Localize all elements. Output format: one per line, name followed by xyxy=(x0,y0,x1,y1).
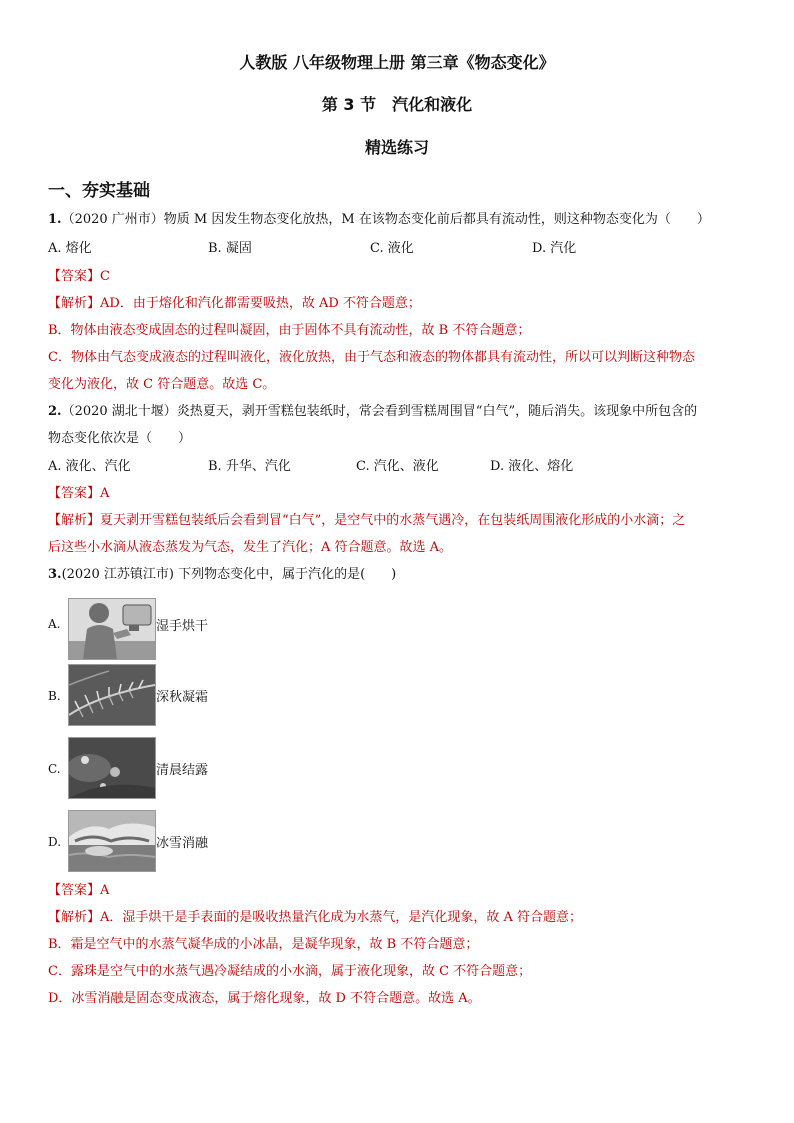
q2-option-a: A. 液化、汽化 xyxy=(48,459,131,474)
analysis-text: 夏天剥开雪糕包装纸后会看到冒“白气”，是空气中的水蒸气遇冷，在包装纸周围液化形成的小水滴；之 xyxy=(100,513,686,528)
question-2-cont: 物态变化依次是（ ） xyxy=(48,431,192,446)
q1-option-a: A. 熔化 xyxy=(48,241,92,256)
q1-analysis-line-1 xyxy=(48,293,748,315)
q2-analysis-line-1 xyxy=(48,510,748,532)
answer-value: A xyxy=(100,883,110,898)
melting-snow-image xyxy=(68,810,156,872)
q1-option-b: B. 凝固 xyxy=(208,241,252,256)
q3-analysis-line-3: C．露珠是空气中的水蒸气遇冷凝结成的小水滴，属于液化现象，故 C 不符合题意； xyxy=(48,964,532,979)
q3-option-a-caption: 湿手烘干 xyxy=(156,619,209,634)
section-title: 第 3 节 汽化和液化 xyxy=(321,95,473,114)
q1-option-d: D. 汽化 xyxy=(532,241,577,256)
analysis-label: 【解析】 xyxy=(48,513,101,528)
q1-option-c: C. 液化 xyxy=(370,241,414,256)
question-2 xyxy=(48,401,748,423)
document-title: 人教版 八年级物理上册 第三章《物态变化》 xyxy=(239,53,555,72)
question-text: 物质 M 因发生物态变化放热，M 在该物态变化前后都具有流动性，则这种物态变化为（ ） xyxy=(163,212,710,227)
q2-answer xyxy=(48,483,748,505)
q3-option-c-letter: C. xyxy=(48,762,61,776)
question-source: （2020 湖北十堰） xyxy=(61,404,177,419)
answer-label: 【答案】 xyxy=(48,883,101,898)
question-1 xyxy=(48,209,748,231)
answer-value: C xyxy=(100,269,110,284)
part-heading: 一、夯实基础 xyxy=(48,181,150,201)
q3-analysis-line-2: B．霜是空气中的水蒸气凝华成的小冰晶，是凝华现象，故 B 不符合题意； xyxy=(48,937,479,952)
q1-answer xyxy=(48,266,748,288)
q3-option-d-letter: D. xyxy=(48,835,62,849)
question-number: 3. xyxy=(48,567,62,582)
q3-option-c-caption: 清晨结露 xyxy=(156,763,209,778)
hand-dryer-image xyxy=(68,598,156,660)
question-source: （2020 广州市） xyxy=(61,212,164,227)
q1-analysis-line-2: B．物体由液态变成固态的过程叫凝固，由于固体不具有流动性，故 B 不符合题意； xyxy=(48,323,531,338)
q1-analysis-line-4: 变化为液化，故 C 符合题意。故选 C。 xyxy=(48,377,276,392)
analysis-label: 【解析】 xyxy=(48,910,101,925)
q3-option-b-caption: 深秋凝霜 xyxy=(156,690,209,705)
q3-option-b-letter: B. xyxy=(48,689,61,703)
q3-analysis-line-4: D．冰雪消融是固态变成液态，属于熔化现象，故 D 不符合题意。故选 A。 xyxy=(48,991,481,1006)
analysis-text: A．湿手烘干是手表面的是吸收热量汽化成为水蒸气，是汽化现象，故 A 符合题意； xyxy=(100,910,583,925)
question-number: 1. xyxy=(48,212,62,227)
q3-answer xyxy=(48,880,748,902)
q2-analysis-line-2: 后这些小水滴从液态蒸发为气态，发生了汽化；A 符合题意。故选 A。 xyxy=(48,540,453,555)
question-number: 2. xyxy=(48,404,62,419)
analysis-label: 【解析】 xyxy=(48,296,101,311)
q2-option-c: C. 汽化、液化 xyxy=(356,459,439,474)
answer-label: 【答案】 xyxy=(48,269,101,284)
q2-option-b: B. 升华、汽化 xyxy=(208,459,291,474)
answer-value: A xyxy=(100,486,110,501)
analysis-text: AD．由于熔化和汽化都需要吸热，故 AD 不符合题意； xyxy=(100,296,421,311)
q3-option-a-letter: A. xyxy=(48,617,61,631)
question-text: 炎热夏天，剥开雪糕包装纸时，常会看到雪糕周围冒“白气”，随后消失。该现象中所包含的 xyxy=(176,404,698,419)
q1-analysis-line-3: C．物体由气态变成液态的过程叫液化，液化放热，由于气态和液态的物体都具有流动性，所以可以判断这种物态 xyxy=(48,350,695,365)
q3-option-d-caption: 冰雪消融 xyxy=(156,836,209,851)
answer-label: 【答案】 xyxy=(48,486,101,501)
question-3 xyxy=(48,564,748,586)
question-text: (2020 江苏镇江市) 下列物态变化中，属于汽化的是( ) xyxy=(61,567,397,582)
dew-image xyxy=(68,737,156,799)
subtitle: 精选练习 xyxy=(364,138,429,157)
q3-analysis-line-1 xyxy=(48,907,748,929)
frost-image xyxy=(68,664,156,726)
q2-option-d: D. 液化、熔化 xyxy=(490,459,574,474)
